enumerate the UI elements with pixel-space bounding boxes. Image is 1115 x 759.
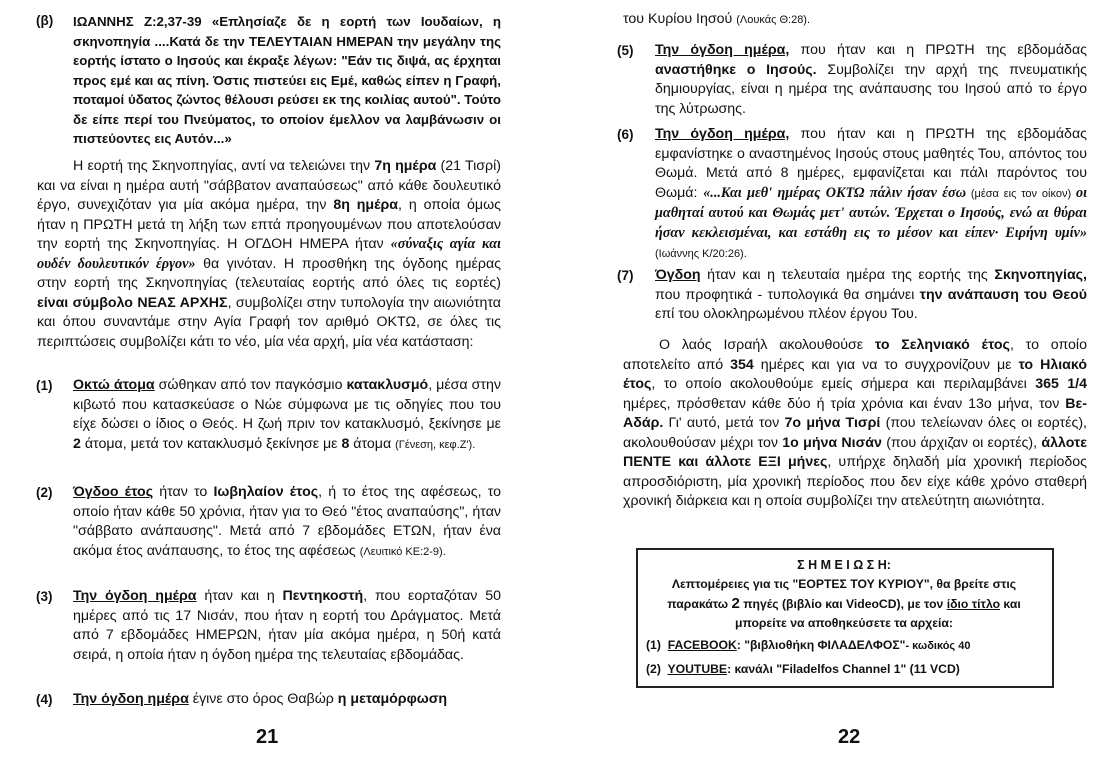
list-item: Όγδοο έτος ήταν το Ιωβηλαίον έτος, ή το έτος της αφέσεως, το οποίο ήταν κάθε 50 χρόνια, ήταν για το Θεό "έτος αναπαύσης", ήταν "σάββατο ανάπαυσης". Μετά από 7 εβδομάδες ΕΤΩΝ, ήταν ένα ακόμα έτος ανάπαυσης, το έτος της αφέσεως (Λευιτικό ΚΕ:2-9).	[73, 484, 501, 559]
intro-paragraph: Η εορτή της Σκηνοπηγίας, αντί να τελειώνει την 7η ημέρα (21 Τισρί) και να είναι η ημέρα αυτή "σάββατον αναπαύσεως" από κάθε δουλευτικό έργο, συνεχιζόταν για μία ακόμα ημέρα, την 8η ημέρα, η οποία όμως ήταν η ΠΡΩΤΗ μετά τη λήξη των επτά προηγουμένων που αποτελούσαν την εορτή της Σκηνοπηγίας. Η ΟΓΔΟΗ ΗΜΕΡΑ ήταν «σύναξις αγία και ουδέν δουλευτικόν έργον» θα γινόταν. Η προσθήκη της όγδοης ημέρας στην εορτή της Σκηνοπηγίας (τελευταίας εορτής από όλες τις εορτές) είναι σύμβολο ΝΕΑΣ ΑΡΧΗΣ, συμβολίζει στην τυπολογία την αιωνιότητα και όπου συναντάμε στην Αγία Γραφή τον αριθμό ΟΚΤΩ, σε όλες τις περιπτώσεις συμβολίζει κάτι το νέο, μία νέα αρχή, μία νέα κατάσταση:	[37, 158, 502, 350]
note-text: Λεπτομέρειες για τις "ΕΟΡΤΕΣ ΤΟΥ ΚΥΡΙΟΥ", θα βρείτε στις παρακάτω 2 πηγές (βιβλίο και VideoCD), με τον ίδιο τίτλο και μπορείτε να αποθηκεύσετε τα αρχεία:	[667, 577, 1021, 630]
item-label: (3)	[36, 589, 53, 604]
note-title: Σ Η Μ Ε Ι Ω Σ Η:	[797, 558, 891, 572]
page-number: 22	[838, 726, 861, 748]
left-page	[0, 0, 545, 759]
list-item: Την όγδοη ημέρα, που ήταν και η ΠΡΩΤΗ της εβδομάδας εμφανίστηκε ο αναστημένος Ιησούς στους μαθητές Του, απόντος του Θωμά. Μετά από 8 ημέρες, εμφανίζεται και πάλι παρόντος του Θωμά: «...Και μεθ' ημέρας ΟΚΤΩ πάλιν ήσαν έσω (μέσα εις τον οίκον) οι μαθηταί αυτού και Θωμάς μετ' αυτών. Έρχεται ο Ιησούς, ενώ αι θύραι ήσαν κεκλεισμέναι, και εστάθη εις το μέσον και είπεν· Ειρήνη υμίν» (Ιωάννης Κ/20:26).	[655, 126, 1088, 260]
item-label: (5)	[617, 43, 634, 58]
list-item: Την όγδοη ημέρα έγινε στο όρος Θαβώρ η μεταμόρφωση	[73, 691, 448, 707]
item-label: (1)	[36, 378, 53, 393]
page-number: 21	[256, 726, 279, 748]
note-box	[636, 548, 1054, 688]
list-item: Οκτώ άτομα σώθηκαν από τον παγκόσμιο κατακλυσμό, μέσα στην κιβωτό που κατασκεύασε ο Νώε σύμφωνα με τις οδηγίες που του είχε δώσει ο ίδιος ο Θεός. Η ζωή πριν τον κατακλυσμό, ξεκίνησε με 2 άτομα, μετά τον κατακλυσμό ξεκίνησε με 8 άτομα (Γένεση, κεφ.Ζ').	[73, 377, 501, 452]
item-label: (2)	[36, 485, 53, 500]
item-label: (6)	[617, 127, 634, 142]
scripture-quote: ΙΩΑΝΝΗΣ Ζ:2,37-39 «Επλησίαζε δε η εορτή των Ιουδαίων, η σκηνοπηγία ....Κατά δε την ΤΕΛΕΥΤΑΙΑΝ ΗΜΕΡΑΝ την μεγάλην της εορτής ίστατο ο Ιησούς και έκραξε λέγων: "Εάν τις διψά, ας έρχηται προς εμέ και ας πίνη. Όστις πιστεύει εις Εμέ, καθώς είπεν η Γραφή, ποταμοί ύδατος ζώντος θέλουσι ρεύσει εκ της κοιλίας αυτού". Τούτο δε είπε περί του Πνεύματος, το οποίον έμελλον να λαμβάνωσιν οι πιστεύοντες εις Αυτόν...»	[73, 14, 502, 146]
scripture-ref: ΙΩΑΝΝΗΣ Ζ:2,37-39	[73, 14, 202, 29]
calendar-paragraph: Ο λαός Ισραήλ ακολουθούσε το Σεληνιακό έτος, το οποίο αποτελείτο από 354 ημέρες και για να το συγχρονίζουν με το Ηλιακό έτος, το οποίο ακολουθούμε εμείς σήμερα και περιλαμβάνει 365 1/4 ημέρες, πρόσθεταν κάθε δύο ή τρία χρόνια και έναν 13ο μήνα, τον Βε-Αδάρ. Γι' αυτό, μετά τον 7ο μήνα Τισρί (που τελείωναν όλες οι εορτές), ακολουθούσαν μέχρι τον 1ο μήνα Νισάν (που άρχιζαν οι εορτές), άλλοτε ΠΕΝΤΕ και άλλοτε ΕΞΙ μήνες, υπήρχε δηλαδή μία χρονική περίοδος απροσδιόριστη, μία χρονική περίοδος που δεν είχε κάθε χρόνο σταθερή χρονική διάρκεια και η οποία συμβολίζει την ατελεύτητη αιωνιότητα.	[623, 337, 1088, 509]
list-item: Την όγδοη ημέρα ήταν και η Πεντηκοστή, που εορταζόταν 50 ημέρες από τις 17 Νισάν, που ήταν η εορτή του Δράγματος. Μετά από 7 εβδομάδες ΗΜΕΡΩΝ, ήταν μία ακόμα ημέρα, η 50ή κατά σειρά, η οποία ήταν η όγδοη ημέρα της τελευταίας εβδομάδας.	[73, 588, 501, 663]
list-item: Την όγδοη ημέρα, που ήταν και η ΠΡΩΤΗ της εβδομάδας αναστήθηκε ο Ιησούς. Συμβολίζει την αρχή της πνευματικής δημιουργίας, είναι η ημέρα της ανάπαυσης του Ιησού από το έργο της λύτρωσης.	[655, 42, 1087, 117]
continuation-line: του Κυρίου Ιησού (Λουκάς Θ:28).	[623, 11, 811, 27]
note-row-youtube: (2) YOUTUBE: κανάλι "Filadelfos Channel 1" (11 VCD)	[646, 662, 960, 676]
item-label: (4)	[36, 692, 53, 707]
note-row-facebook: (1) FACEBOOK: "βιβλιοθήκη ΦΙΛΑΔΕΛΦΟΣ"- κωδικός 40	[646, 638, 971, 652]
list-item: Όγδοη ήταν και η τελευταία ημέρα της εορτής της Σκηνοπηγίας, που προφητικά - τυπολογικά θα σημάνει την ανάπαυση του Θεού επί του ολοκληρωμένου πλέον έργου Του.	[655, 267, 1087, 322]
item-label: (β)	[36, 13, 54, 28]
facebook-link[interactable]: FACEBOOK	[667, 638, 737, 652]
youtube-link[interactable]: YOUTUBE	[667, 662, 728, 676]
item-label: (7)	[617, 268, 634, 283]
